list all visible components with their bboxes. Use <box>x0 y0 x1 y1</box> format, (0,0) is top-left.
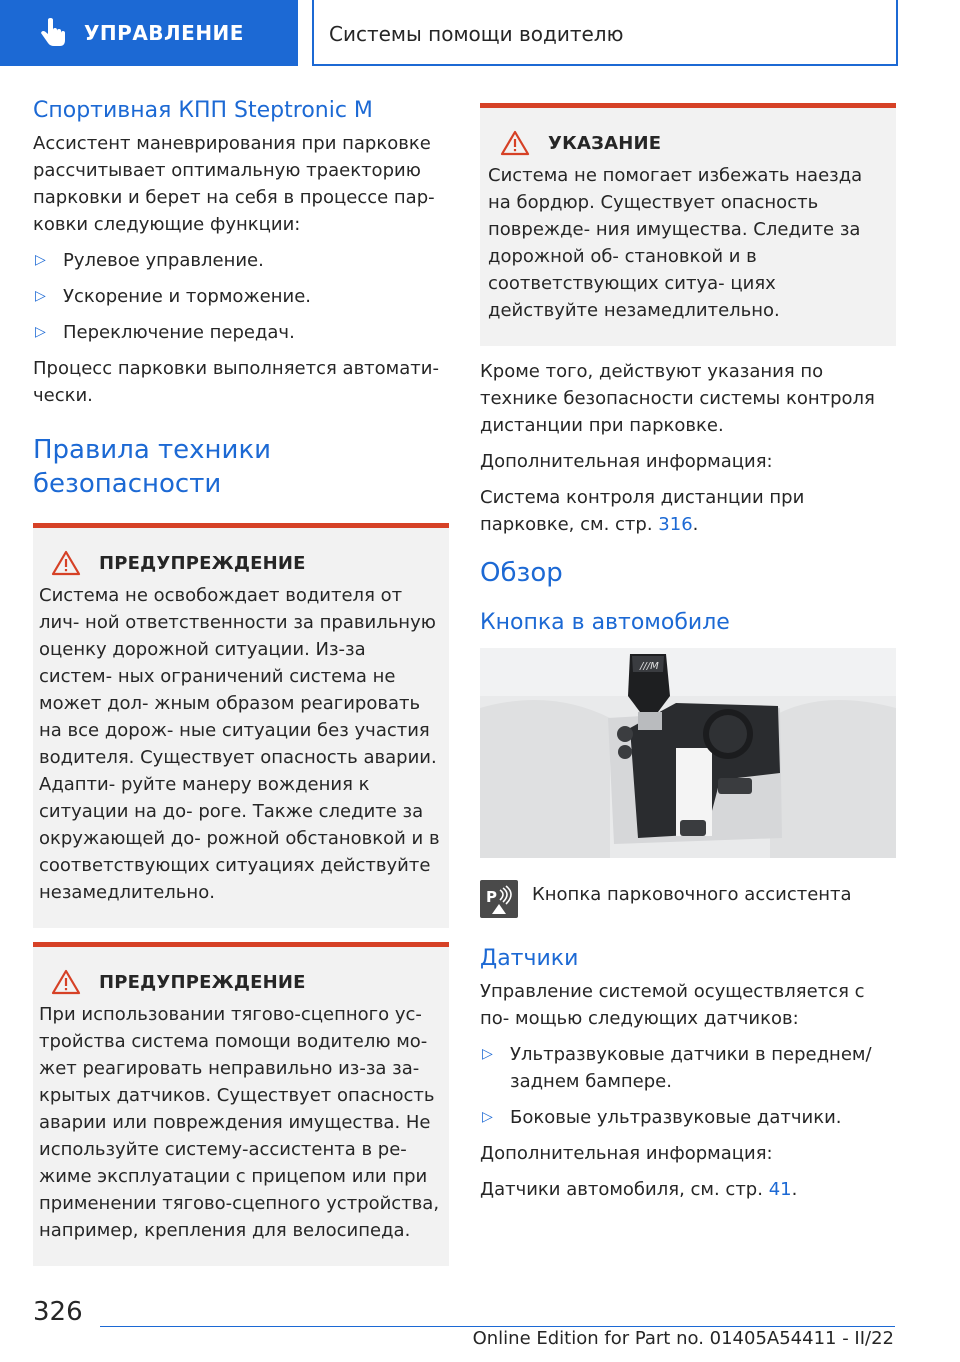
reference-paragraph: Система контроля дистанции при парковке, см. стр. 316. <box>480 487 805 535</box>
edition-footer: Online Edition for Part no. 01405A54411 - II/22 <box>472 1328 894 1349</box>
warning-header <box>39 548 443 578</box>
note-header <box>488 128 888 158</box>
sensors-list <box>480 1041 896 1131</box>
svg-text:P: P <box>486 888 497 906</box>
list-item: ▷ Боковые ультразвуковые датчики. <box>480 1104 896 1131</box>
warning-title: ПРЕДУПРЕЖДЕНИЕ <box>99 971 306 993</box>
list-item: ▷ Ускорение и торможение. <box>33 283 449 310</box>
footer-divider <box>100 1326 895 1327</box>
chapter-title: Системы помощи водителю <box>329 22 624 46</box>
triangle-bullet-icon: ▷ <box>35 252 46 268</box>
warning-text: При использовании тягово-сцепного ус- тройства система помощи водителю мо- жет реагировать неправильно из-за за- крытых датчиков. Существует опасность аварии или повреждения имущества. Не используйте систему-ассистента в ре- жиме эксплуатации с прицепом или при применении тягово-сцепного устройства, например, крепления для велосипеда. <box>39 1004 440 1241</box>
reference-paragraph-2: Датчики автомобиля, см. стр. 41. <box>480 1179 798 1200</box>
heading-steptronic: Спортивная КПП Steptronic M <box>33 98 373 123</box>
caption-text: Кнопка парковочного ассистента <box>532 884 852 905</box>
heading-sensors: Датчики <box>480 946 579 971</box>
center-console-photo <box>480 648 896 858</box>
list-item: ▷ Ультразвуковые датчики в переднем/ заднем бампере. <box>480 1041 896 1095</box>
warning-text: Система не освобождает водителя от лич- ной ответственности за правильную оценку дорожной ситуации. Из-за систем- ных ограничений система не может дол- жным образом реагировать на все дорож- ные ситуации без участия водителя. Существует опасность аварии. Адапти- руйте манеру вождения к ситуации на до- роге. Также следите за окружающей до- рожной обстановкой и в соответствующих ситуациях действуйте незамедлительно. <box>39 585 440 903</box>
section-label: УПРАВЛЕНИЕ <box>84 21 244 45</box>
sensors-intro: Управление системой осуществляется с по- мощью следующих датчиков: <box>480 981 865 1029</box>
warning-box-1 <box>33 523 449 928</box>
parking-assistant-button-icon <box>480 880 518 918</box>
page-link-316[interactable]: 316 <box>658 514 693 535</box>
warning-triangle-icon <box>51 969 81 995</box>
chapter-header <box>312 0 898 66</box>
more-info-label-2: Дополнительная информация: <box>480 1143 773 1164</box>
triangle-bullet-icon: ▷ <box>35 288 46 304</box>
note-box <box>480 103 896 346</box>
caption-row <box>480 880 896 918</box>
page-number: 326 <box>33 1297 83 1327</box>
list-item: ▷ Рулевое управление. <box>33 247 449 274</box>
warning-triangle-icon <box>500 130 530 156</box>
hand-pointer-icon <box>34 14 72 52</box>
auto-paragraph: Процесс парковки выполняется автомати- чески. <box>33 358 439 406</box>
right-column <box>480 103 896 1203</box>
triangle-bullet-icon: ▷ <box>35 324 46 340</box>
functions-list <box>33 247 449 346</box>
triangle-bullet-icon: ▷ <box>482 1109 493 1125</box>
heading-overview: Обзор <box>480 558 563 588</box>
more-info-label: Дополнительная информация: <box>480 451 773 472</box>
list-item: ▷ Переключение передач. <box>33 319 449 346</box>
svg-text:///M: ///M <box>640 661 659 672</box>
heading-button: Кнопка в автомобиле <box>480 610 730 635</box>
section-tab <box>0 0 298 66</box>
note-title: УКАЗАНИЕ <box>548 132 662 154</box>
warning-triangle-icon <box>51 550 81 576</box>
intro-paragraph: Ассистент маневрирования при парковке рассчитывает оптимальную траекторию парковки и берет на себя в процессе пар- ковки следующие функции: <box>33 133 435 235</box>
left-column <box>33 96 449 1266</box>
warning-box-2 <box>33 942 449 1266</box>
warning-header <box>39 967 443 997</box>
paragraph-additional-safety: Кроме того, действуют указания по технике безопасности системы контроля дистанции при парковке. <box>480 361 875 436</box>
heading-safety: Правила техники безопасности <box>33 435 272 499</box>
warning-title: ПРЕДУПРЕЖДЕНИЕ <box>99 552 306 574</box>
note-text: Система не помогает избежать наезда на бордюр. Существует опасность поврежде- ния имущества. Следите за дорожной об- становкой и в соответствующих ситуа- циях действуйте незамедлительно. <box>488 165 863 321</box>
page-link-41[interactable]: 41 <box>768 1179 792 1200</box>
triangle-bullet-icon: ▷ <box>482 1046 493 1062</box>
